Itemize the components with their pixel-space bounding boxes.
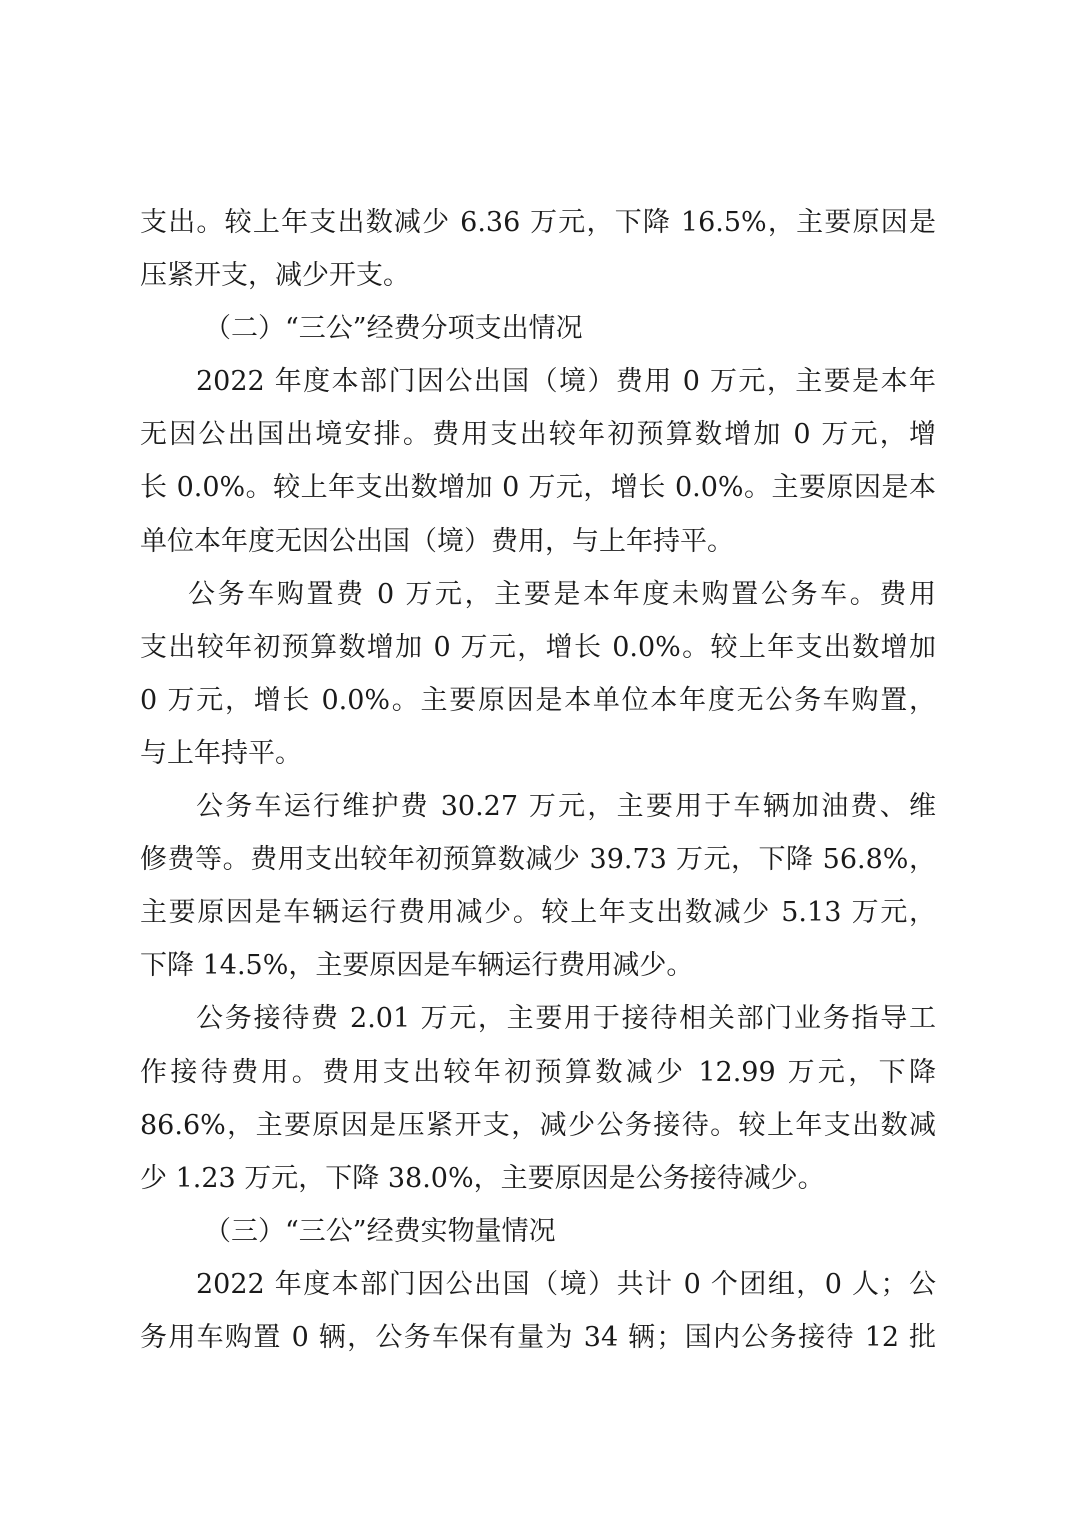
text-line: 单位本年度无因公出国（境）费用，与上年持平。: [140, 525, 734, 557]
text-line: 主要原因是车辆运行费用减少。较上年支出数减少 5.13 万元，: [140, 897, 936, 929]
text-line: 公务车运行维护费 30.27 万元，主要用于车辆加油费、维: [196, 791, 936, 823]
text-line: 与上年持平。: [140, 737, 302, 769]
text-line: 下降 14.5%，主要原因是车辆运行费用减少。: [140, 950, 694, 982]
section-heading: （二）“三公”经费分项支出情况: [204, 313, 583, 345]
text-line: 无因公出国出境安排。费用支出较年初预算数增加 0 万元，增: [140, 419, 936, 451]
section-heading: （三）“三公”经费实物量情况: [204, 1215, 556, 1247]
text-line: 少 1.23 万元，下降 38.0%，主要原因是公务接待减少。: [140, 1162, 825, 1194]
text-line: 公务车购置费 0 万元，主要是本年度未购置公务车。费用: [188, 578, 936, 610]
text-line: 86.6%，主要原因是压紧开支，减少公务接待。较上年支出数减: [140, 1109, 936, 1141]
text-line: 公务接待费 2.01 万元，主要用于接待相关部门业务指导工: [196, 1003, 936, 1035]
document-body: [140, 196, 936, 1364]
text-line: 支出。较上年支出数减少 6.36 万元，下降 16.5%，主要原因是: [140, 207, 936, 238]
text-line: 压紧开支，减少开支。: [140, 260, 410, 292]
text-line: 作接待费用。费用支出较年初预算数减少 12.99 万元，下降: [140, 1056, 936, 1088]
text-line: 务用车购置 0 辆，公务车保有量为 34 辆；国内公务接待 12 批: [140, 1321, 936, 1353]
text-line: 0 万元，增长 0.0%。主要原因是本单位本年度无公务车购置，: [140, 684, 936, 716]
text-line: 2022 年度本部门因公出国（境）费用 0 万元，主要是本年: [196, 366, 936, 398]
text-line: 2022 年度本部门因公出国（境）共计 0 个团组，0 人；公: [196, 1268, 936, 1300]
text-line: 长 0.0%。较上年支出数增加 0 万元，增长 0.0%。主要原因是本: [140, 472, 936, 504]
text-line: 支出较年初预算数增加 0 万元，增长 0.0%。较上年支出数增加: [140, 631, 936, 663]
text-line: 修费等。费用支出较年初预算数减少 39.73 万元，下降 56.8%，: [140, 844, 936, 876]
